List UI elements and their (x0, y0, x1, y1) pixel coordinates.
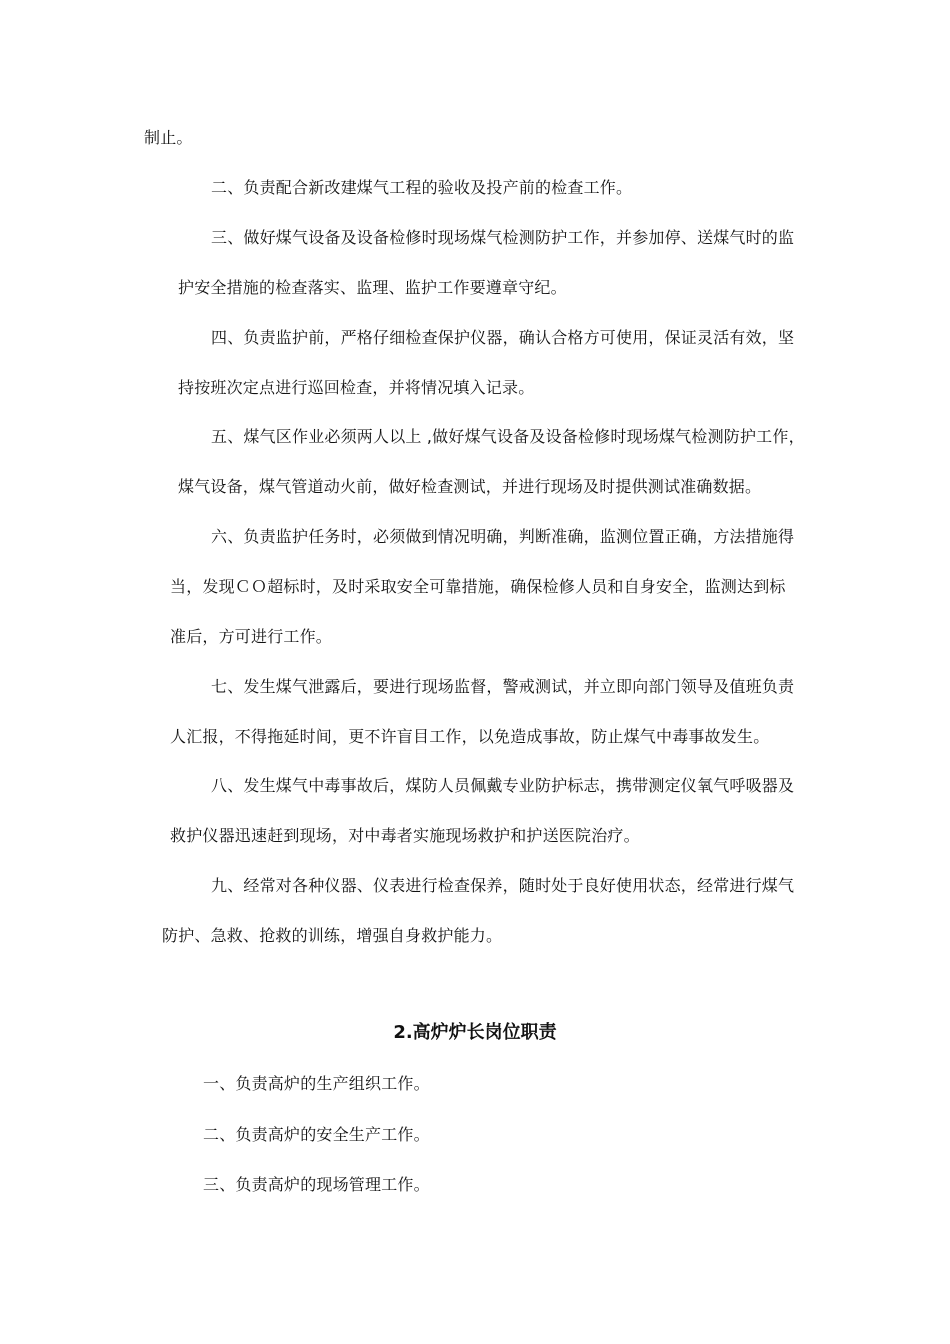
body-line: 人汇报，不得拖延时间，更不许盲目工作，以免造成事故，防止煤气中毒事故发生。 (170, 727, 770, 746)
body-line: 二、负责配合新改建煤气工程的验收及投产前的检查工作。 (211, 178, 633, 197)
body-line: 救护仪器迅速赶到现场，对中毒者实施现场救护和护送医院治疗。 (170, 826, 640, 845)
body-line: 准后，方可进行工作。 (170, 627, 333, 646)
body-line: 制止。 (144, 128, 193, 147)
body-line: 八、发生煤气中毒事故后，煤防人员佩戴专业防护标志，携带测定仪氧气呼吸器及 (211, 776, 795, 795)
section-title: 2.高炉炉长岗位职责 (393, 1022, 557, 1043)
body-line: 防护、急救、抢救的训练，增强自身救护能力。 (162, 926, 503, 945)
body-line: 护安全措施的检查落实、监理、监护工作要遵章守纪。 (178, 278, 567, 297)
body-line: 四、负责监护前，严格仔细检查保护仪器，确认合格方可使用，保证灵活有效，坚 (211, 328, 795, 347)
body-line: 九、经常对各种仪器、仪表进行检查保养，随时处于良好使用状态，经常进行煤气 (211, 876, 795, 895)
body-line: 当，发现ＣＯ超标时，及时采取安全可靠措施，确保检修人员和自身安全，监测达到标 (170, 577, 786, 596)
body-line: 三、做好煤气设备及设备检修时现场煤气检测防护工作，并参加停、送煤气时的监 (211, 228, 795, 247)
body-line: 七、发生煤气泄露后，要进行现场监督，警戒测试，并立即向部门领导及值班负责 (211, 677, 795, 696)
section-item: 一、负责高炉的生产组织工作。 (203, 1074, 430, 1093)
section-item: 二、负责高炉的安全生产工作。 (203, 1125, 430, 1144)
body-line: 六、负责监护任务时，必须做到情况明确，判断准确，监测位置正确，方法措施得 (211, 527, 795, 546)
section-item: 三、负责高炉的现场管理工作。 (203, 1175, 430, 1194)
body-line: 五、煤气区作业必须两人以上 ,做好煤气设备及设备检修时现场煤气检测防护工作， (211, 427, 805, 446)
body-line: 持按班次定点进行巡回检查，并将情况填入记录。 (178, 378, 535, 397)
body-line: 煤气设备，煤气管道动火前，做好检查测试，并进行现场及时提供测试准确数据。 (178, 477, 762, 496)
